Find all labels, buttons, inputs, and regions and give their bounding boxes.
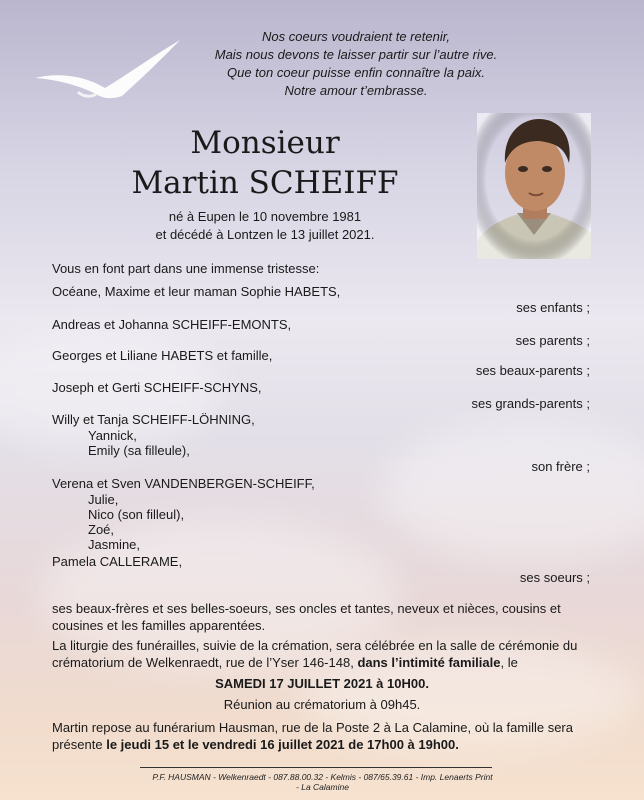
inlaws-role: ses beaux-parents ;: [475, 363, 590, 378]
poem-line: Que ton coeur puisse enfin connaître la paix.: [227, 65, 485, 80]
ceremony-text-end: , le: [500, 655, 518, 670]
sister-child: Jasmine,: [88, 537, 141, 552]
intro-text: Vous en font part dans une immense tristesse:: [52, 261, 320, 276]
visitation-text: [52, 719, 597, 753]
inlaws-names: Georges et Liliane HABETS et famille,: [52, 348, 273, 363]
sisters-role: ses soeurs ;: [519, 570, 590, 585]
poem-line: Notre amour t’embrasse.: [284, 83, 428, 98]
brother-child: Emily (sa filleule),: [88, 443, 190, 458]
sister-child: Zoé,: [88, 522, 115, 537]
grandparents-role: ses grands-parents ;: [471, 396, 590, 411]
death-line: et décédé à Lontzen le 13 juillet 2021.: [155, 227, 375, 242]
grandparents-names: Joseph et Gerti SCHEIFF-SCHYNS,: [52, 380, 262, 395]
portrait-photo: [477, 113, 591, 259]
sisters-names: Verena et Sven VANDENBERGEN-SCHEIFF,: [52, 476, 315, 491]
poem-line: Mais nous devons te laisser partir sur l’autre rive.: [214, 47, 498, 62]
meeting-time: Réunion au crématorium à 09h45.: [223, 697, 421, 712]
sisters-last-name: Pamela CALLERAME,: [52, 554, 183, 569]
children-role: ses enfants ;: [516, 300, 590, 315]
dates: [110, 208, 420, 244]
sister-child: Julie,: [88, 492, 119, 507]
ceremony-privacy: dans l’intimité familiale: [357, 655, 501, 670]
ceremony-text: [52, 637, 597, 671]
footer: P.F. HAUSMAN - Welkenraedt - 087.88.00.32 - Kelmis - 087/65.39.61 - Imp. Lenaerts Print - La Calamine: [152, 772, 493, 792]
poem: [0, 28, 644, 100]
footer-divider: [140, 767, 492, 768]
visitation-dates: le jeudi 15 et le vendredi 16 juillet 2021 de 17h00 à 19h00.: [106, 737, 459, 752]
children-names: Océane, Maxime et leur maman Sophie HABETS,: [52, 284, 341, 299]
brother-names: Willy et Tanja SCHEIFF-LÖHNING,: [52, 412, 255, 427]
brother-role: son frère ;: [531, 459, 590, 474]
visitation-text-main: Martin repose au funérarium Hausman, rue de la Poste 2 à La Calamine, où la famille sera présente: [52, 720, 573, 752]
birth-line: né à Eupen le 10 novembre 1981: [168, 209, 362, 224]
brother-child: Yannick,: [88, 428, 137, 443]
ceremony-date: SAMEDI 17 JUILLET 2021 à 10H00.: [215, 676, 429, 691]
honorific: Monsieur: [190, 125, 340, 161]
other-relatives: ses beaux-frères et ses belles-soeurs, ses oncles et tantes, neveux et nièces, cousins et cousines et les familles apparentées.: [52, 601, 561, 633]
deceased-name: Martin SCHEIFF: [131, 165, 399, 201]
ceremony-text-main: La liturgie des funérailles, suivie de la crémation, sera célébrée en la salle de cérémonie du crématorium de Welkenraedt, rue de l’Yser 146-148,: [52, 638, 578, 670]
poem-line: Nos coeurs voudraient te retenir,: [262, 29, 450, 44]
parents-names: Andreas et Johanna SCHEIFF-EMONTS,: [52, 317, 292, 332]
parents-role: ses parents ;: [515, 333, 590, 348]
sister-child: Nico (son filleul),: [88, 507, 185, 522]
